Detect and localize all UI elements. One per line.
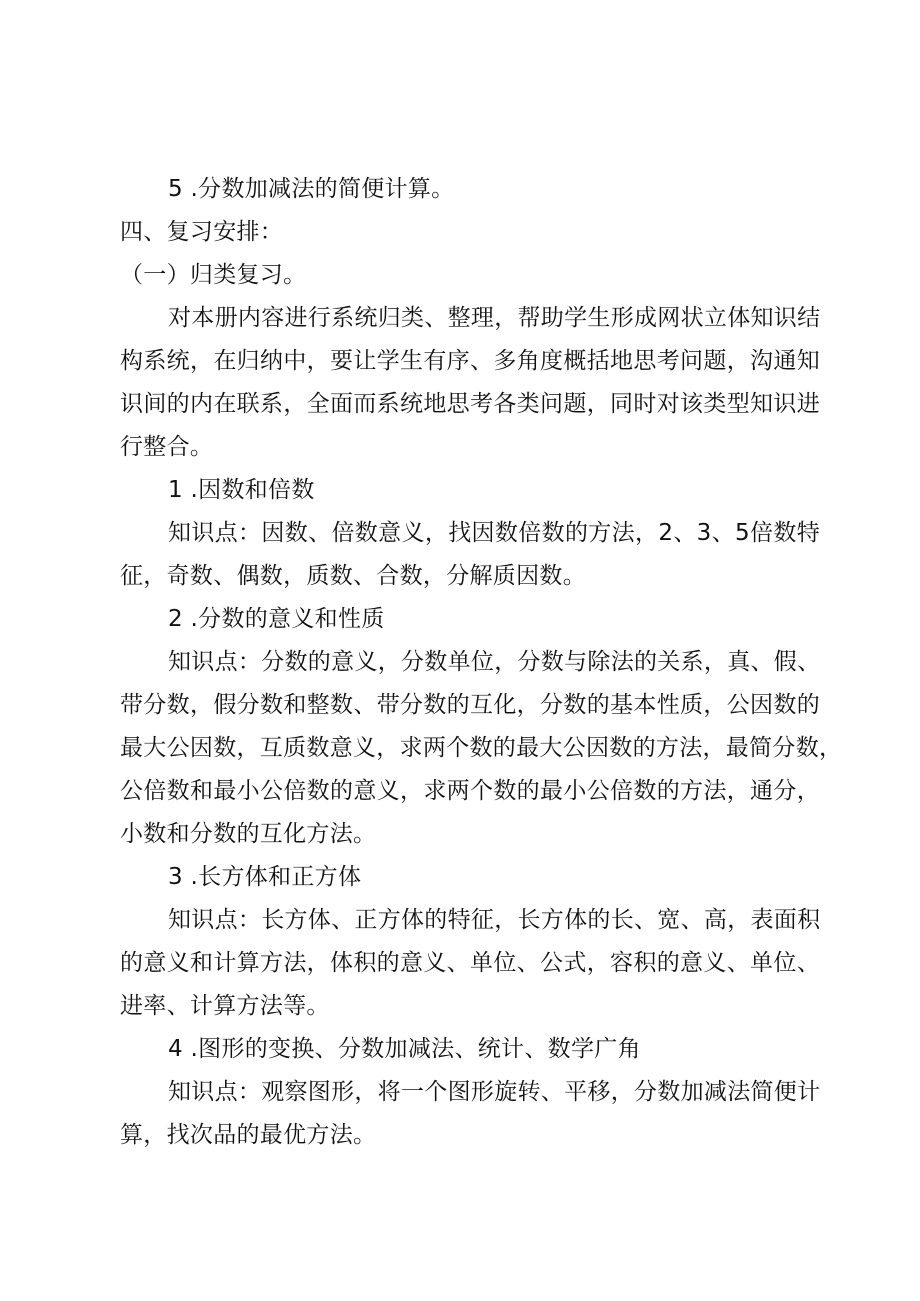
section-heading-4: 四、复习安排：: [120, 219, 284, 245]
topic-heading-3: 3 .长方体和正方体: [168, 864, 362, 890]
paragraph-line: 识间的内在联系，全面而系统地思考各类问题，同时对该类型知识进: [120, 391, 820, 417]
paragraph-line: 知识点：长方体、正方体的特征，长方体的长、宽、高，表面积: [168, 907, 821, 933]
paragraph-line: 知识点：分数的意义，分数单位，分数与除法的关系，真、假、: [168, 649, 821, 675]
paragraph-line: 征，奇数、偶数，质数、合数，分解质因数。: [120, 563, 586, 589]
paragraph-line: 构系统，在归纳中，要让学生有序、多角度概括地思考问题，沟通知: [120, 348, 820, 374]
paragraph-line: 算，找次品的最优方法。: [120, 1122, 377, 1148]
list-item-5: 5 .分数加减法的简便计算。: [168, 176, 455, 202]
paragraph-line: 进率、计算方法等。: [120, 993, 330, 1019]
paragraph-line: 带分数，假分数和整数、带分数的互化，分数的基本性质，公因数的: [120, 692, 820, 718]
paragraph-line: 行整合。: [120, 434, 214, 460]
paragraph-line: 小数和分数的互化方法。: [120, 821, 377, 847]
topic-heading-1: 1 .因数和倍数: [168, 477, 315, 503]
topic-heading-2: 2 .分数的意义和性质: [168, 606, 385, 632]
paragraph-line: 知识点：因数、倍数意义，找因数倍数的方法，2、3、5倍数特: [168, 520, 820, 546]
paragraph-line: 公倍数和最小公倍数的意义，求两个数的最小公倍数的方法，通分，: [120, 778, 820, 804]
paragraph-line: 的意义和计算方法，体积的意义、单位、公式，容积的意义、单位、: [120, 950, 820, 976]
subsection-heading-1: （一）归类复习。: [120, 262, 307, 288]
topic-heading-4: 4 .图形的变换、分数加减法、统计、数学广角: [168, 1036, 641, 1062]
paragraph-line: 最大公因数，互质数意义，求两个数的最大公因数的方法，最简分数，: [120, 735, 843, 761]
paragraph-line: 知识点：观察图形，将一个图形旋转、平移，分数加减法简便计: [168, 1079, 821, 1105]
paragraph-line: 对本册内容进行系统归类、整理，帮助学生形成网状立体知识结: [168, 305, 821, 331]
